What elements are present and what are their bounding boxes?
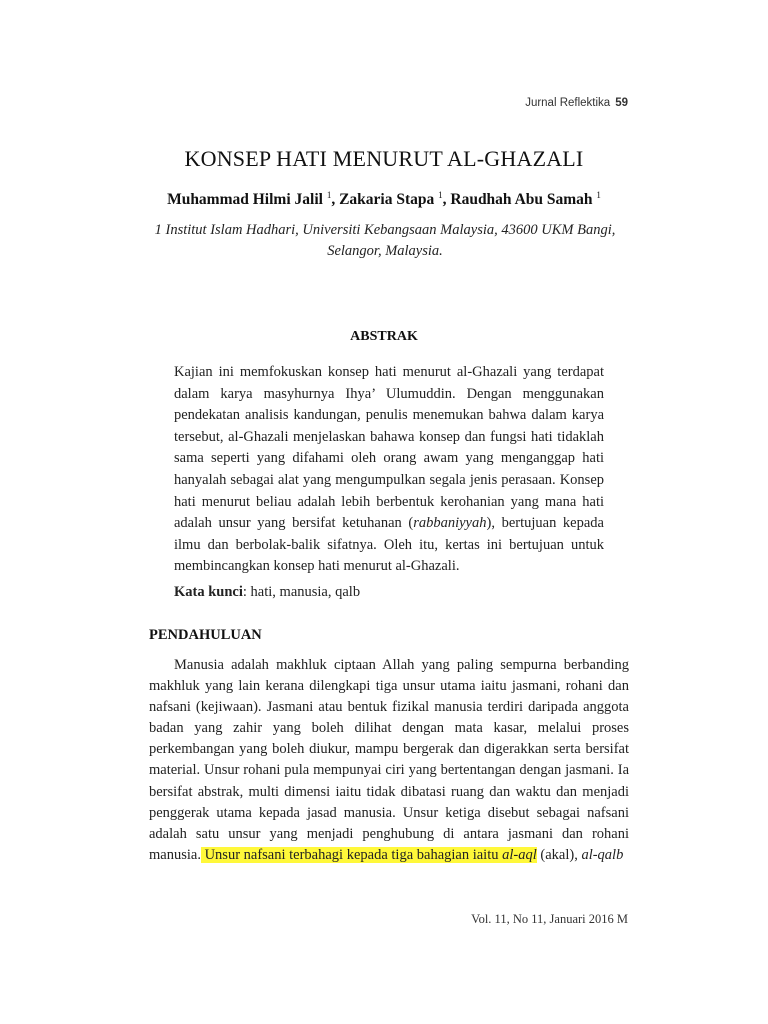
abstract-heading: ABSTRAK xyxy=(350,329,418,344)
paper-title: KONSEP HATI MENURUT AL-GHAZALI xyxy=(184,146,584,171)
author-affiliation-mark: 1 xyxy=(438,190,443,200)
italic-term: rabbaniyyah xyxy=(413,515,487,532)
page-footer: Vol. 11, No 11, Januari 2016 M xyxy=(471,912,628,926)
journal-name: Jurnal Reflektika xyxy=(525,97,611,109)
abstract-part: ), bertujuan kepada ilmu dan berbolak-balik sifatnya. Oleh itu, kertas ini bertujuan untuk membincangkan konsep hati menurut al-Ghazali. xyxy=(174,515,604,575)
italic-term: al-aql xyxy=(502,846,537,863)
body-text-part: (akal), xyxy=(536,846,582,863)
highlighted-text xyxy=(201,847,537,863)
author-affiliation-mark: 1 xyxy=(326,190,332,200)
keywords-values: : hati, manusia, qalb xyxy=(242,584,361,600)
author-name: Raudhah Abu Samah xyxy=(450,191,593,209)
body-text-part: Manusia adalah makhluk ciptaan Allah yang paling sempurna berbanding makhluk yang lain kerana dilengkapi tiga unsur utama iaitu jasmani, rohani dan nafsani (kejiwaan). Jasmani atau bentuk fizikal manusia terdiri daripada anggota badan yang zahir yang boleh dilihat dengan mata kasar, melalui proses perkembangan yang boleh diukur, mampu bergerak dan digerakkan serta bersifat material. Unsur rohani pula mempunyai ciri yang bertentangan dengan jasmani. Ia bersifat abstrak, multi dimensi iaitu tidak dibatasi ruang dan waktu dan menjadi penggerak utama kepada jasad manusia. Unsur ketiga disebut sebagai nafsani adalah satu unsur yang menjadi penghubung di antara jasmani dan rohani manusia. xyxy=(149,657,629,863)
author-list: Muhammad Hilmi Jalil $^1$, Zakaria Stapa $^1$, Raudhah Abu Samah $^1$ xyxy=(167,190,601,209)
author-affiliation-mark: 1 xyxy=(596,190,601,200)
keywords-label: Kata kunci xyxy=(174,584,243,600)
italic-term: al-qalb xyxy=(581,846,624,863)
author-name: Zakaria Stapa xyxy=(339,191,435,209)
highlighted-part: Unsur nafsani terbahagi kepada tiga bahagian iaitu xyxy=(200,846,503,863)
abstract-text xyxy=(174,362,604,578)
body-paragraph xyxy=(149,655,629,866)
page-number: 59 xyxy=(615,97,628,109)
abstract-part: Kajian ini memfokuskan konsep hati menurut al-Ghazali yang terdapat dalam karya masyhurnya Ihya’ Ulumuddin. Dengan menggunakan pendekatan analisis kandungan, penulis menemukan bahwa dalam karya tersebut, al-Ghazali menjelaskan bahawa konsep dan fungsi hati tidaklah sama seperti yang difahami oleh orang awam yang menganggap hati hanyalah sebagai alat yang mengumpulkan segala jenis perasaan. Konsep hati menurut beliau adalah lebih berbentuk kerohanian yang mana hati adalah unsur yang bersifat ketuhanan ( xyxy=(174,364,604,532)
section-heading: PENDAHULUAN xyxy=(149,627,262,643)
author-name: Muhammad Hilmi Jalil xyxy=(167,191,323,209)
running-header xyxy=(525,97,628,109)
keywords xyxy=(174,584,604,601)
affiliation: 1 Institut Islam Hadhari, Universiti Kebangsaan Malaysia, 43600 UKM Bangi, Selangor, Malaysia. xyxy=(154,222,616,259)
